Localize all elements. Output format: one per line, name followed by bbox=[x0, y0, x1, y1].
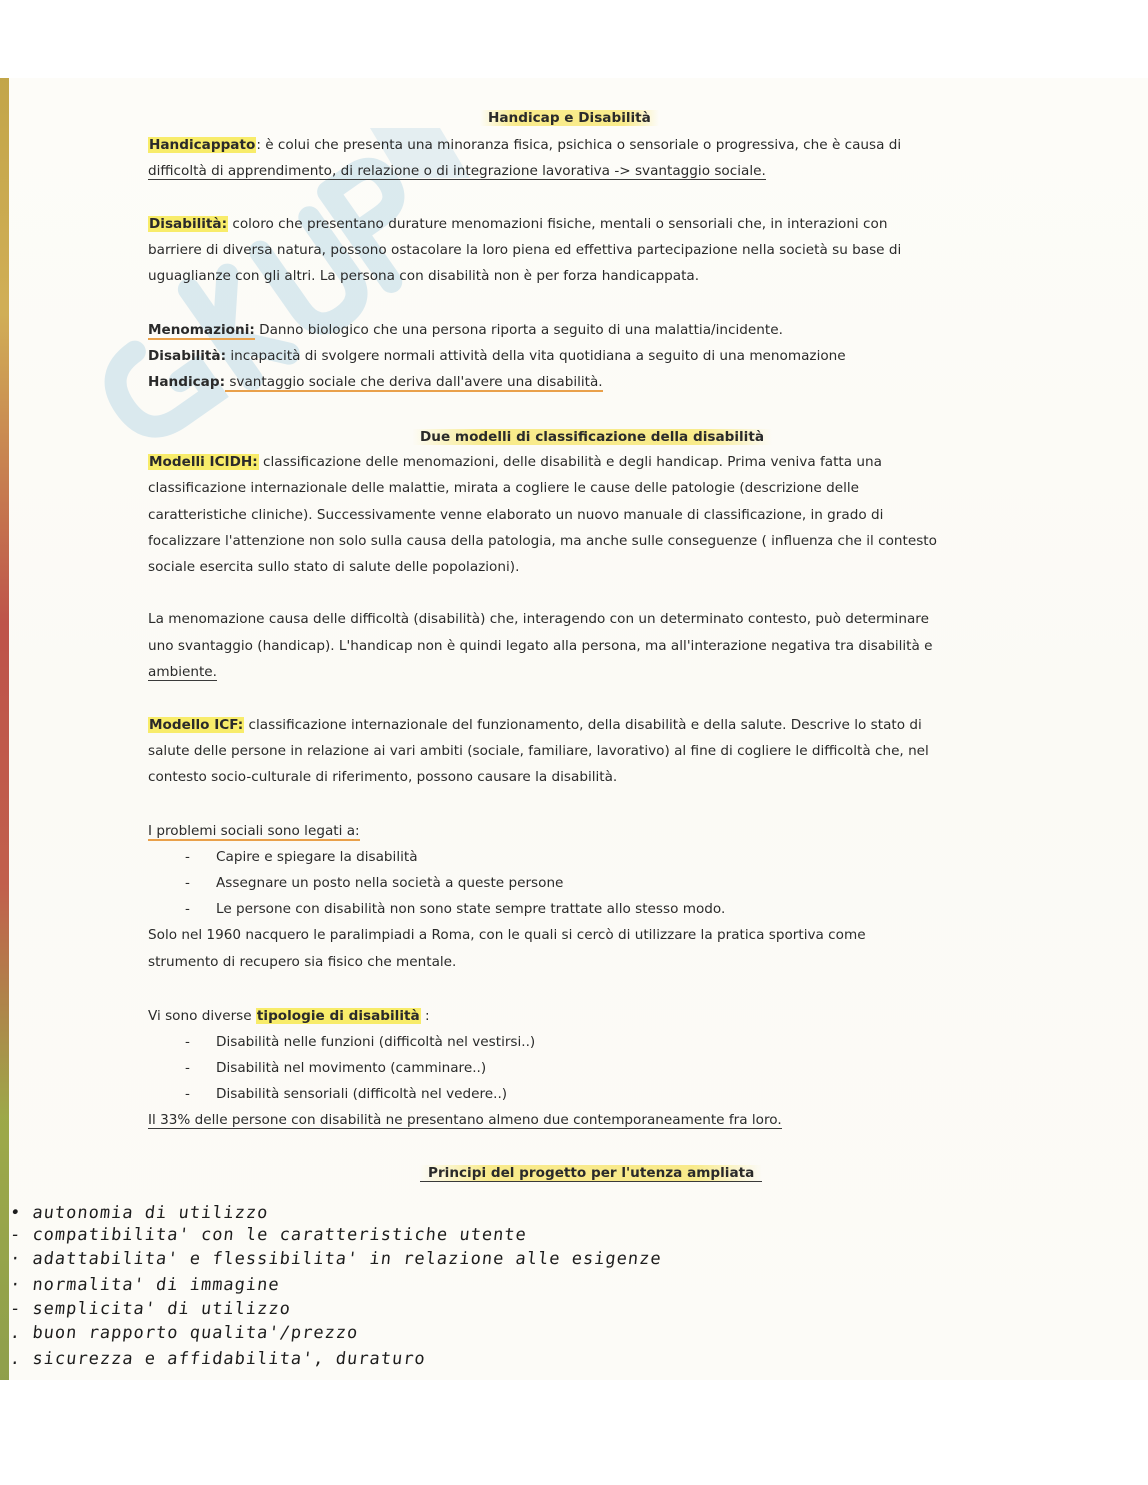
def-handicap: Handicap: svantaggio sociale che deriva dall'avere una disabilità. bbox=[148, 374, 603, 390]
icidh-line4: focalizzare l'attenzione non solo sulla causa della patologia, ma anche sulle conseguenze ( influenza che il contesto bbox=[148, 533, 937, 549]
list-bullet: - bbox=[185, 1034, 190, 1050]
term-handicap: Handicap: bbox=[148, 374, 226, 390]
list-item: Disabilità nel movimento (camminare..) bbox=[216, 1060, 487, 1076]
list-bullet: - bbox=[185, 849, 190, 865]
stat-33-percent: Il 33% delle persone con disabilità ne presentano almeno due contemporaneamente fra loro. bbox=[148, 1112, 782, 1128]
list-item: Disabilità sensoriali (difficoltà nel vedere..) bbox=[216, 1086, 508, 1102]
list-item: Capire e spiegare la disabilità bbox=[216, 849, 418, 865]
icidh-line5: sociale esercita sullo stato di salute delle popolazioni). bbox=[148, 559, 520, 575]
list-bullet: - bbox=[185, 875, 190, 891]
handwritten-note: . sicurezza e affidabilita', duraturo bbox=[8, 1349, 427, 1369]
def-disabilita-2: Disabilità: incapacità di svolgere normali attività della vita quotidiana a seguito di una menomazione bbox=[148, 348, 846, 364]
section-title-handicap-disabilita: Handicap e Disabilità bbox=[480, 110, 659, 126]
icidh-line2: classificazione internazionale delle malattie, mirata a cogliere le cause delle patologie (descrizione delle bbox=[148, 480, 859, 496]
term-handicappato: Handicappato bbox=[149, 137, 256, 153]
handwritten-note: . buon rapporto qualita'/prezzo bbox=[8, 1323, 360, 1343]
icf-line1: Modello ICF: classificazione internazionale del funzionamento, della disabilità e della salute. Descrive lo stato di bbox=[149, 717, 922, 733]
def-disabilita-line3: uguaglianze con gli altri. La persona con disabilità non è per forza handicappata. bbox=[148, 268, 700, 284]
list-item: Assegnare un posto nella società a queste persone bbox=[216, 875, 564, 891]
term-icidh: Modelli ICIDH: bbox=[149, 454, 258, 470]
list-bullet: - bbox=[185, 1086, 190, 1102]
handwritten-note: - compatibilita' con le caratteristiche utente bbox=[8, 1225, 528, 1245]
section-title-principi: Principi del progetto per l'utenza ampliata bbox=[420, 1165, 762, 1181]
term-icf: Modello ICF: bbox=[149, 717, 244, 733]
def-handicappato-line2: difficoltà di apprendimento, di relazione o di integrazione lavorativa -> svantaggio sociale. bbox=[148, 163, 766, 179]
handwritten-note: · normalita' di immagine bbox=[8, 1275, 281, 1295]
section-title-modelli: Due modelli di classificazione della disabilità bbox=[412, 429, 772, 445]
icf-line3: contesto socio-culturale di riferimento, possono causare la disabilità. bbox=[148, 769, 618, 785]
list-item: Disabilità nelle funzioni (difficoltà nel vestirsi..) bbox=[216, 1034, 536, 1050]
list-bullet: - bbox=[185, 1060, 190, 1076]
term-menomazioni: Menomazioni: bbox=[148, 322, 255, 338]
paralimpiadi-line2: strumento di recupero sia fisico che mentale. bbox=[148, 954, 457, 970]
def-disabilita-line1: Disabilità: coloro che presentano durature menomazioni fisiche, mentali o sensoriali che, in interazioni con bbox=[149, 216, 888, 232]
list-item: Le persone con disabilità non sono state sempre trattate allo stesso modo. bbox=[216, 901, 726, 917]
paralimpiadi-line1: Solo nel 1960 nacquero le paralimpiadi a Roma, con le quali si cercò di utilizzare la pratica sportiva come bbox=[148, 927, 866, 943]
handwritten-note: - semplicita' di utilizzo bbox=[8, 1299, 292, 1319]
menomazione-para-line2: uno svantaggio (handicap). L'handicap non è quindi legato alla persona, ma all'interazione negativa tra disabilità e bbox=[148, 638, 933, 654]
term-disabilita-2: Disabilità: bbox=[148, 348, 227, 364]
term-disabilita: Disabilità: bbox=[149, 216, 228, 232]
handwritten-note: • autonomia di utilizzo bbox=[8, 1203, 270, 1223]
problemi-sociali-intro: I problemi sociali sono legati a: bbox=[148, 823, 360, 839]
menomazione-para-line3: ambiente. bbox=[148, 664, 217, 680]
tipologie-intro: Vi sono diverse tipologie di disabilità : bbox=[148, 1008, 430, 1024]
scanned-page bbox=[0, 78, 1148, 1380]
icidh-line3: caratteristiche cliniche). Successivamente venne elaborato un nuovo manuale di classificazione, in grado di bbox=[148, 507, 884, 523]
def-menomazioni: Menomazioni: Danno biologico che una persona riporta a seguito di una malattia/incidente. bbox=[148, 322, 783, 338]
term-tipologie: tipologie di disabilità bbox=[256, 1008, 420, 1024]
def-handicappato-line1: Handicappato: è colui che presenta una minoranza fisica, psichica o sensoriale o progressiva, che è causa di bbox=[149, 137, 902, 153]
menomazione-para-line1: La menomazione causa delle difficoltà (disabilità) che, interagendo con un determinato contesto, può determinare bbox=[148, 611, 929, 627]
def-disabilita-line2: barriere di diversa natura, possono ostacolare la loro piena ed effettiva partecipazione nella società su base di bbox=[148, 242, 902, 258]
icidh-line1: Modelli ICIDH: classificazione delle menomazioni, delle disabilità e degli handicap. Prima veniva fatta una bbox=[149, 454, 882, 470]
handwritten-note: · adattabilita' e flessibilita' in relazione alle esigenze bbox=[8, 1249, 663, 1269]
list-bullet: - bbox=[185, 901, 190, 917]
icf-line2: salute delle persone in relazione ai vari ambiti (sociale, familiare, lavorativo) al fine di cogliere le difficoltà che, nel bbox=[148, 743, 929, 759]
